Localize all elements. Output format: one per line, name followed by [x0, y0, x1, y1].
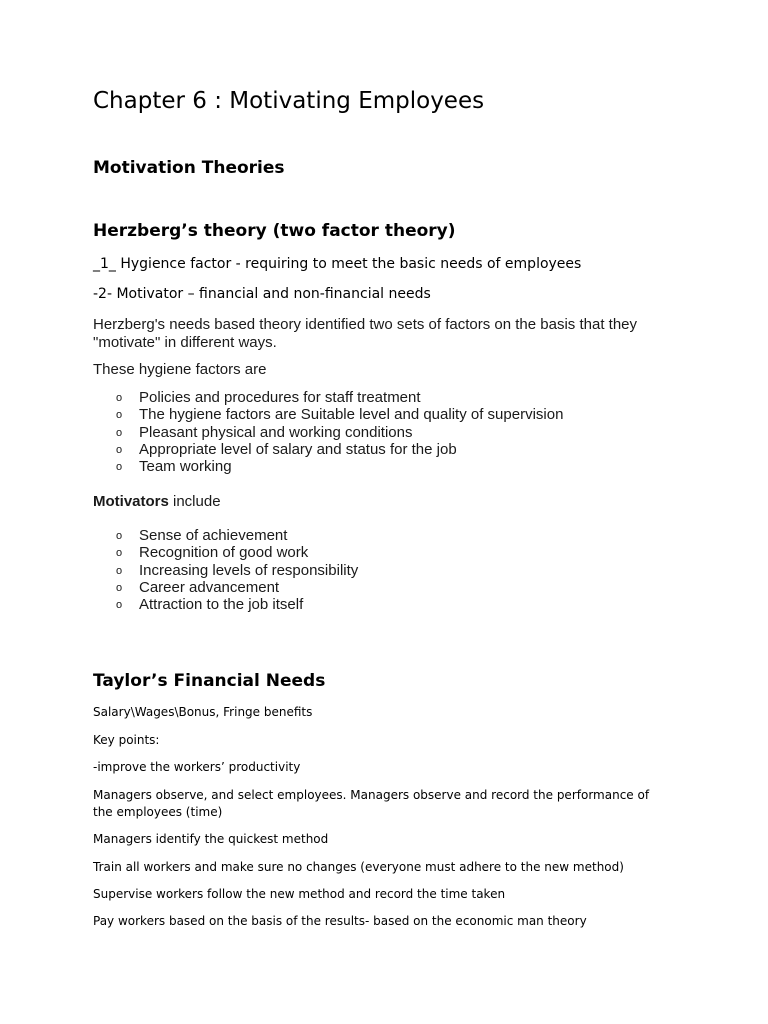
- list-item: o Career advancement: [116, 578, 280, 596]
- taylor-line-productivity: -improve the workers’ productivity: [93, 760, 301, 774]
- circle-bullet-icon: o: [116, 599, 123, 612]
- motivators-intro: Motivators include: [93, 493, 221, 510]
- motivators-list: [116, 527, 358, 613]
- list-item: o Appropriate level of salary and status for the job: [116, 440, 457, 458]
- list-item: o Team working: [116, 458, 232, 476]
- circle-bullet-icon: o: [116, 530, 123, 542]
- hygiene-factors-list: [116, 389, 563, 475]
- herzberg-intro-line-1: Herzberg's needs based theory identified two sets of factors on the basis that they: [93, 316, 638, 333]
- taylor-line-train: Train all workers and make sure no changes (everyone must adhere to the new method): [93, 860, 624, 874]
- section-heading-motivation-theories: Motivation Theories: [93, 158, 285, 178]
- hygiene-factor-line: _1_ Hygience factor - requiring to meet the basic needs of employees: [93, 256, 582, 272]
- list-item: o Attraction to the job itself: [116, 596, 304, 614]
- section-heading-herzberg: Herzberg’s theory (two factor theory): [93, 221, 456, 241]
- circle-bullet-icon: o: [116, 426, 123, 439]
- circle-bullet-icon: o: [116, 392, 123, 404]
- section-heading-taylor: Taylor’s Financial Needs: [93, 671, 326, 691]
- circle-bullet-icon: o: [116, 461, 123, 474]
- taylor-line-pay: Pay workers based on the basis of the results- based on the economic man theory: [93, 914, 587, 928]
- taylor-line-salary: Salary\Wages\Bonus, Fringe benefits: [93, 705, 313, 719]
- taylor-line-observe: Managers observe, and select employees. Managers observe and record the performance of the employees (time): [93, 788, 650, 819]
- herzberg-intro-line-2: "motivate" in different ways.: [93, 334, 277, 351]
- circle-bullet-icon: o: [116, 564, 123, 577]
- list-item: o Pleasant physical and working conditions: [116, 423, 413, 441]
- circle-bullet-icon: o: [116, 443, 123, 456]
- circle-bullet-icon: o: [116, 409, 123, 422]
- taylor-line-key-points: Key points:: [93, 733, 160, 747]
- list-item: o The hygiene factors are Suitable level and quality of supervision: [116, 406, 564, 424]
- list-item: o Increasing levels of responsibility: [116, 561, 359, 579]
- list-item: o Sense of achievement: [116, 527, 288, 544]
- list-item: o Policies and procedures for staff treatment: [116, 389, 421, 406]
- chapter-title: Chapter 6 : Motivating Employees: [93, 88, 485, 114]
- taylor-line-quickest-method: Managers identify the quickest method: [93, 832, 329, 846]
- list-item: o Recognition of good work: [116, 544, 309, 562]
- motivator-line: -2- Motivator – financial and non-financial needs: [93, 286, 431, 302]
- taylor-line-supervise: Supervise workers follow the new method and record the time taken: [93, 887, 506, 901]
- circle-bullet-icon: o: [116, 547, 123, 560]
- circle-bullet-icon: o: [116, 581, 123, 594]
- motivators-bold-label: Motivators: [93, 493, 169, 510]
- hygiene-intro: These hygiene factors are: [93, 361, 267, 378]
